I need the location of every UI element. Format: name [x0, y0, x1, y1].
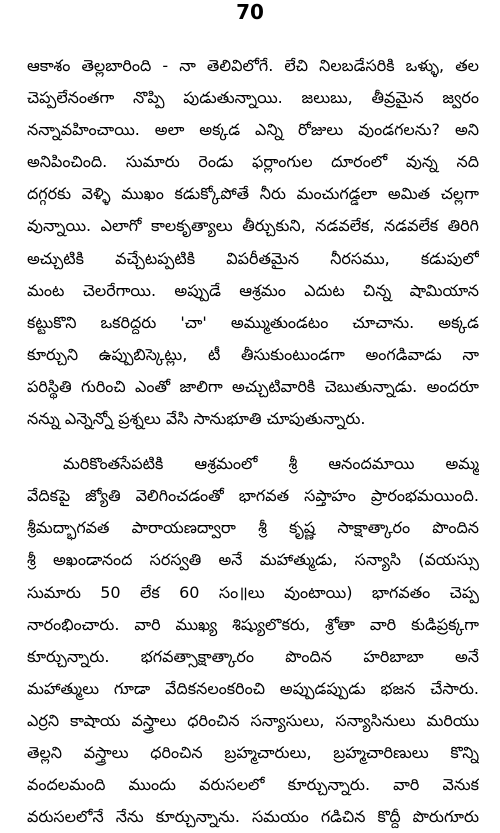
text-line: శ్రీ అఖండానంద సరస్వతి అనే మహాత్ముడు, సన్యాసి (వయస్సు [27, 550, 479, 570]
text-line: నన్నావహించాయి. అలా అక్కడ ఎన్ని రోజులు వుండగలను? అని [27, 120, 479, 140]
text-line: మహాత్ములు గూడా వేదికనలంకరించి అప్పుడప్పుడు భజన చేసారు. [27, 678, 479, 698]
text-line: సుమారు 50 లేక 60 సం॥లు వుంటాయి) భాగవతం చెప్ప [27, 582, 479, 602]
text-line: వున్నాయి. ఎలాగో కాలకృత్యాలు తీర్చుకుని, నడవలేక, నడవలేక తిరిగి [27, 216, 479, 236]
text-line: వందలమంది ముందు వరుసలలో కూర్చున్నారు. వారి వెనుక [27, 775, 479, 795]
text-line: దగ్గరకు వెళ్ళి ముఖం కడుక్కోపోతే నీరు మంచుగడ్డలా అమిత చల్లగా [27, 184, 479, 204]
paragraph-1 [27, 50, 479, 435]
text-line: చెప్పలేనంతగా నొప్పి పుడుతున్నాయి. జలుబు, తీవ్రమైన జ్వరం [27, 88, 479, 108]
text-line: కూర్చుని ఉప్పుబిస్కెట్లు, టీ తీసుకుంటుండగా అంగడివాడు నా [27, 344, 479, 364]
text-line: నన్ను ఎన్నెన్నో ప్రశ్నలు వేసి సానుభూతి చూపుతున్నారు. [27, 409, 366, 429]
text-line: పరిస్థితి గురించి ఎంతో జాలిగా అచ్చుటివారికి చెబుతున్నాడు. అందరూ [27, 376, 479, 396]
paragraph-gap [27, 435, 479, 448]
text-line: కట్టుకొని ఒకరిద్దరు 'చా' అమ్ముతుండటం చూచాను. అక్కడ [27, 312, 479, 332]
text-line: మరికొంతసేపటికి ఆశ్రమంలో శ్రీ ఆనందమాయి అమ్మ [63, 454, 479, 474]
text-line: ఎర్రని కాషాయ వస్త్రాలు ధరించిన సన్యాసులు, సన్యాసినులు మరియు [27, 710, 479, 730]
text-line: వేదికపై జ్యోతి వెలిగించడంతో భాగవత సప్తాహం ప్రారంభమయింది. [27, 486, 479, 506]
text-line: అచ్చుటికి వచ్చేటప్పటికి విపరీతమైన నీరసము, కడుపులో [27, 248, 479, 268]
text-line: ఆకాశం తెల్లబారింది - నా తెలివిలోగే. లేచి నిలబడేసరికి ఒళ్ళు, తల [27, 56, 479, 75]
text-line: వరుసలలోనే నేను కూర్చున్నాను. సమయం గడిచిన కొద్దీ పొరుగూరు [27, 807, 479, 827]
paragraph-2 [27, 448, 479, 833]
text-line: శ్రీమద్భాగవత పారాయణద్వారా శ్రీ కృష్ణ సాక్షాత్కారం పొందిన [27, 518, 479, 538]
body-text [27, 50, 479, 833]
page-number: 70 [236, 0, 264, 24]
text-line: నారంభించారు. వారి ముఖ్య శిష్యులొకరు, శ్రోతా వారి కుడిప్రక్కగా [27, 614, 479, 634]
text-line: తెల్లని వస్త్రాలు ధరించిన బ్రహ్మచారులు, బ్రహ్మచారిణులు కొన్ని [27, 742, 479, 762]
text-line: కూర్చున్నారు. భగవత్సాక్షాత్కారం పొందిన హరిబాబా అనే [27, 646, 479, 666]
text-line: మంట చెలరేగాయి. అప్పుడే ఆశ్రమం ఎదుట చిన్న షామియాన [27, 280, 479, 300]
text-line: అనిపించింది. సుమారు రెండు ఫర్లాంగుల దూరంలో వున్న నది [27, 152, 479, 172]
